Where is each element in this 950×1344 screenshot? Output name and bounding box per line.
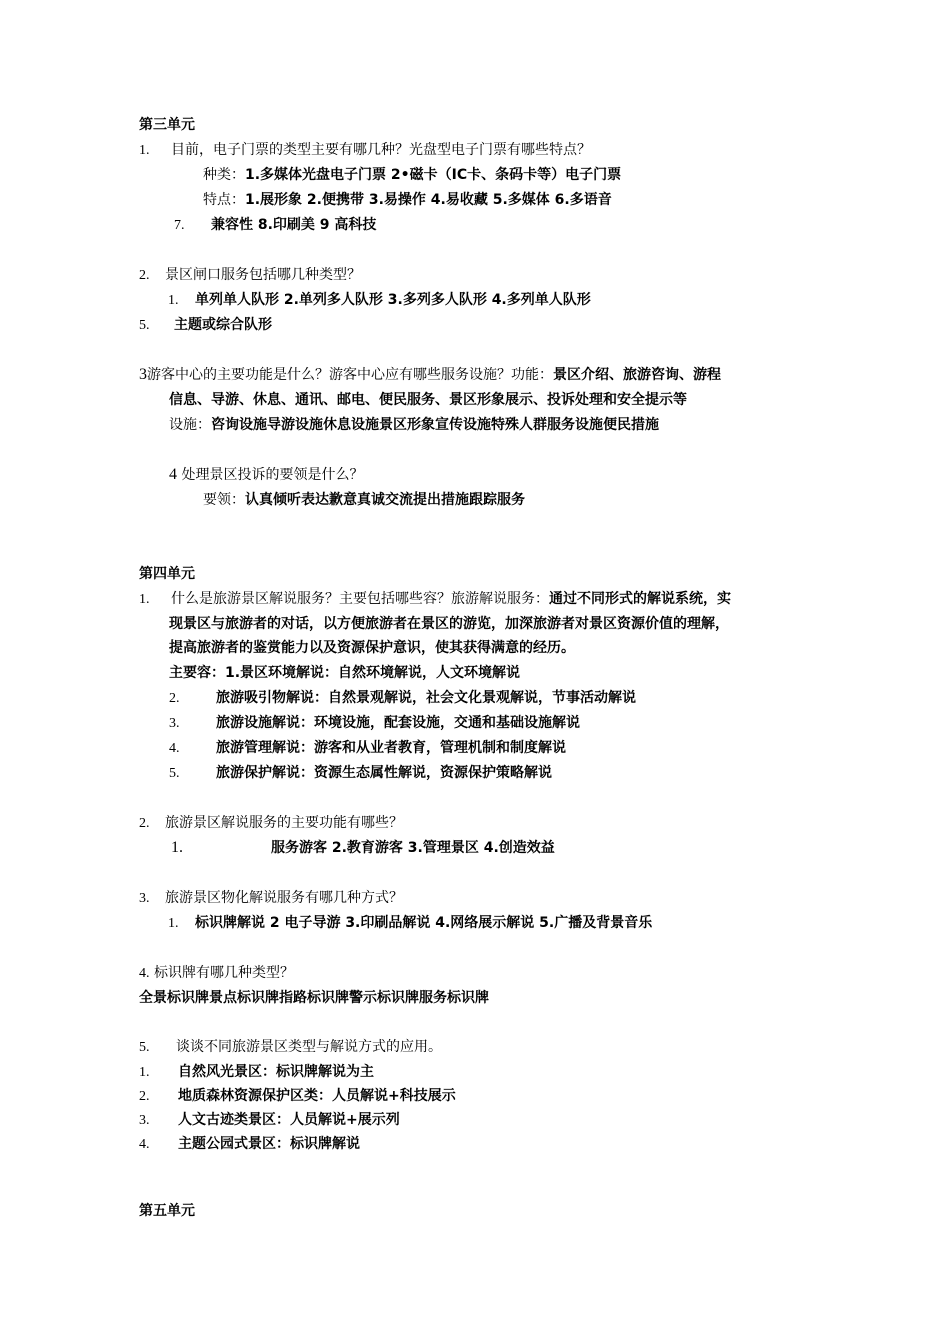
unit3-q1-cont: [174, 216, 376, 234]
unit3-q2-ans5-num: 5.: [139, 318, 150, 333]
unit5-heading: 第五单元: [139, 1203, 195, 1219]
unit4-q1-item-num: 4.: [169, 741, 180, 756]
unit3-q1-features-label: 特点：: [203, 192, 245, 208]
unit3-q2-answer5: [139, 316, 272, 334]
unit4-q1-item: [169, 764, 552, 782]
unit4-q1: [139, 590, 731, 608]
unit4-q5-item-num: 3.: [139, 1113, 150, 1128]
unit3-heading: 第三单元: [139, 117, 195, 133]
unit4-q4-num: 4.: [139, 966, 150, 981]
unit4-q2-num: 2.: [139, 816, 150, 831]
unit4-q1-item-num: 3.: [169, 716, 180, 731]
unit4-q5-item: [139, 1063, 374, 1081]
unit3-q1-num: 1.: [139, 143, 150, 158]
unit3-q1-features-answer: 1.展形象 2.便携带 3.易操作 4.易收藏 5.多媒体 6.多语音: [245, 192, 612, 208]
unit3-q4-answer-text: 认真倾听表达歉意真诚交流提出措施跟踪服务: [245, 492, 525, 508]
unit3-q3: [139, 366, 721, 384]
unit4-q3-question: 旅游景区物化解说服务有哪几种方式？: [164, 890, 403, 906]
unit4-q1-answer-line3: 提高旅游者的鉴赏能力以及资源保护意识，使其获得满意的经历。: [169, 640, 575, 656]
unit4-q5-item-text: 地质森林资源保护区类：人员解说+科技展示: [178, 1088, 456, 1104]
unit4-q5-item-text: 主题公园式景区：标识牌解说: [178, 1136, 360, 1152]
unit4-q1-item-text: 旅游设施解说：环境设施，配套设施，交通和基础设施解说: [216, 715, 580, 731]
unit3-q1-cont-answer: 兼容性 8.印刷美 9 高科技: [210, 217, 377, 233]
unit4-q3-answer-text: 标识牌解说 2 电子导游 3.印刷品解说 4.网络展示解说 5.广播及背景音乐: [194, 915, 653, 931]
unit3-q1: [139, 141, 591, 159]
unit4-q1-item: [169, 689, 636, 707]
unit4-q4-answer: 全景标识牌景点标识牌指路标识牌警示标识牌服务标识牌: [139, 990, 489, 1006]
unit4-q1-item: [169, 714, 580, 732]
unit3-q4-answer: [203, 491, 525, 509]
unit3-q2-answer: [168, 291, 591, 309]
unit3-q2-num: 2.: [139, 268, 150, 283]
unit4-q5-item-num: 4.: [139, 1137, 150, 1152]
unit4-q2-answer-text: 服务游客 2.教育游客 3.管理景区 4.创造效益: [271, 840, 555, 856]
unit4-q3-ans-num: 1.: [168, 916, 179, 931]
unit3-q2-answer-text: 单列单人队形 2.单列多人队形 3.多列多人队形 4.多列单人队形: [194, 292, 591, 308]
unit3-q3-facilities: [169, 416, 659, 434]
unit4-q2-ans-num: 1.: [171, 839, 183, 856]
unit3-q1-features: [203, 191, 612, 209]
unit4-q5-item-text: 自然风光景区：标识牌解说为主: [178, 1064, 374, 1080]
unit3-q2-ans-num: 1.: [168, 293, 179, 308]
unit3-q3-num: 3: [139, 366, 147, 383]
unit3-q1-types: [203, 166, 621, 184]
unit4-q1-item-text: 旅游吸引物解说：自然景观解说，社会文化景观解说，节事活动解说: [216, 690, 636, 706]
unit3-q1-types-label: 种类：: [203, 167, 245, 183]
unit4-q1-content-line: 主要容：1.景区环境解说：自然环境解说，人文环境解说: [169, 665, 521, 681]
unit3-q4-label: 要领：: [203, 492, 245, 508]
unit3-q3-question: 游客中心的主要功能是什么？游客中心应有哪些服务设施？功能：: [147, 367, 553, 383]
unit4-q5-item: [139, 1087, 456, 1105]
unit3-q2-answer5-text: 主题或综合队形: [173, 317, 272, 333]
unit4-q1-item-text: 旅游保护解说：资源生态属性解说，资源保护策略解说: [216, 765, 552, 781]
unit3-q4-num: 4: [169, 466, 177, 483]
unit4-q1-num: 1.: [139, 592, 150, 607]
unit3-q1-types-answer: 1.多媒体光盘电子门票 2•磁卡（IC卡、条码卡等）电子门票: [245, 167, 622, 183]
unit4-heading: 第四单元: [139, 566, 195, 582]
unit4-q1-item-text: 旅游管理解说：游客和从业者教育，管理机制和制度解说: [216, 740, 566, 756]
unit4-q1-item: [169, 739, 566, 757]
unit3-q3-answer-line2: 信息、导游、休息、通讯、邮电、便民服务、景区形象展示、投诉处理和安全提示等: [169, 392, 687, 408]
unit3-q1-cont-num: 7.: [174, 218, 185, 233]
unit3-q4-question: 处理景区投诉的要领是什么？: [181, 467, 364, 483]
unit4-q1-answer-line1: 通过不同形式的解说系统，实: [548, 591, 731, 607]
unit4-q2: [139, 814, 403, 832]
unit4-q2-answer: [171, 839, 555, 857]
unit4-q3-num: 3.: [139, 891, 150, 906]
unit4-q4: [139, 964, 294, 982]
unit4-q2-question: 旅游景区解说服务的主要功能有哪些？: [164, 815, 403, 831]
unit4-q5-item: [139, 1135, 360, 1153]
unit3-q4: [169, 466, 363, 484]
unit4-q5: [139, 1038, 442, 1056]
unit3-q3-facilities-answer: 咨询设施导游设施休息设施景区形象宣传设施特殊人群服务设施便民措施: [211, 417, 659, 433]
unit4-q3: [139, 889, 403, 907]
unit4-q5-num: 5.: [139, 1040, 150, 1055]
unit4-q5-item-num: 1.: [139, 1065, 150, 1080]
unit3-q3-answer-line1: 景区介绍、旅游咨询、游程: [553, 367, 721, 383]
unit4-q4-question: 标识牌有哪几种类型？: [153, 965, 294, 981]
unit4-q5-item: [139, 1111, 400, 1129]
unit3-q1-question: 目前，电子门票的类型主要有哪几种？光盘型电子门票有哪些特点？: [170, 142, 591, 158]
unit4-q3-answer: [168, 914, 652, 932]
unit3-q3-facilities-label: 设施：: [169, 417, 211, 433]
unit4-q1-item-num: 2.: [169, 691, 180, 706]
unit3-q2: [139, 266, 361, 284]
unit3-q2-question: 景区闸口服务包括哪几种类型？: [164, 267, 361, 283]
unit4-q5-question: 谈谈不同旅游景区类型与解说方式的应用。: [175, 1039, 442, 1055]
unit4-q5-item-text: 人文古迹类景区：人员解说+展示列: [178, 1112, 400, 1128]
unit4-q1-item-num: 5.: [169, 766, 180, 781]
unit4-q1-question: 什么是旅游景区解说服务？主要包括哪些容？旅游解说服务：: [170, 591, 549, 607]
unit4-q1-answer-line2: 现景区与旅游者的对话，以方便旅游者在景区的游览，加深旅游者对景区资源价值的理解，: [169, 616, 729, 632]
unit4-q5-item-num: 2.: [139, 1089, 150, 1104]
